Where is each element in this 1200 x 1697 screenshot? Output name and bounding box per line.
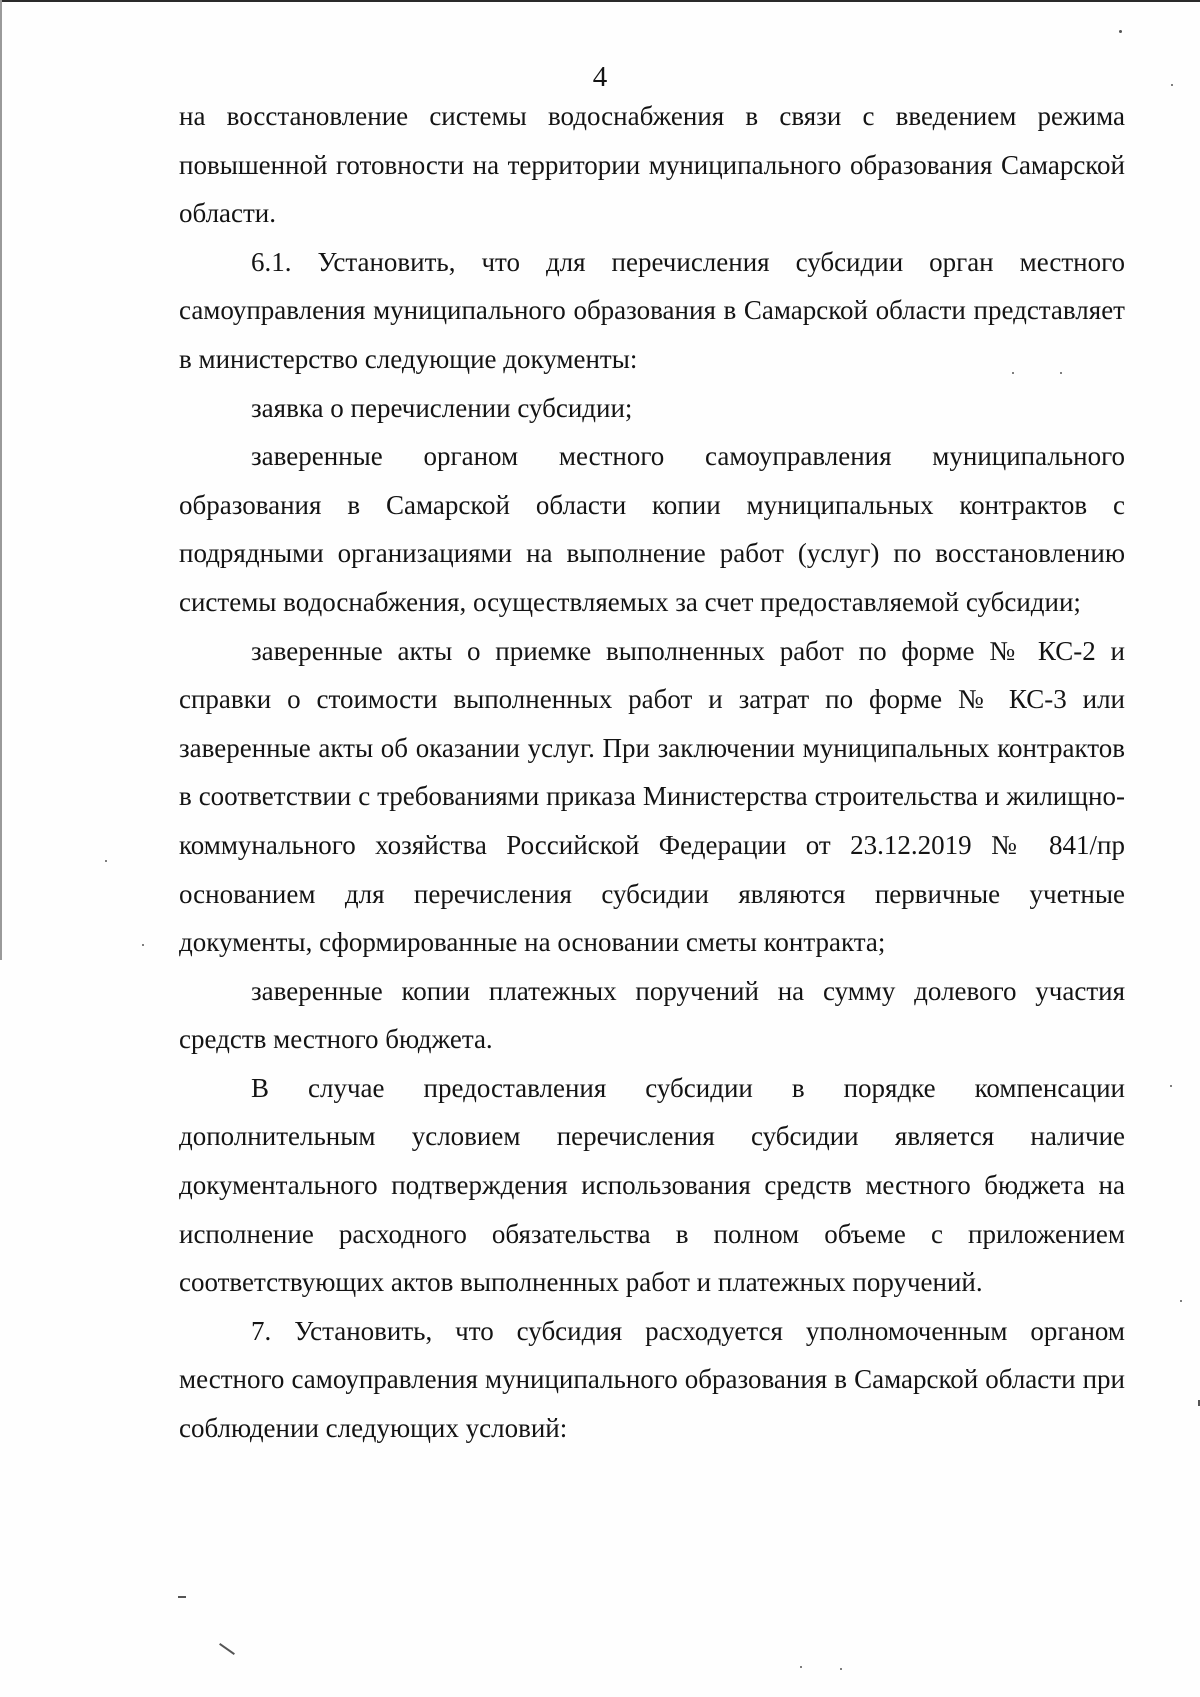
scan-speck <box>1180 1300 1182 1302</box>
list-item-contracts: заверенные органом местного самоуправления муниципального образования в Самарской области копии муниципальных контрактов с подрядными организациями на выполнение работ (услуг) по восстановлению системы водоснабжения, осуществляемых за счет предоставляемой субсидии; <box>179 441 1125 617</box>
scan-speck <box>1119 30 1122 33</box>
paragraph-7: 7. Установить, что субсидия расходуется уполномоченным органом местного самоуправления муниципального образования в Самарской области при соблюдении следующих условий: <box>179 1315 1125 1444</box>
page-number: 4 <box>592 61 608 93</box>
scan-speck <box>1170 1085 1172 1087</box>
scan-speck <box>1060 372 1062 374</box>
document-body <box>179 92 1125 1453</box>
scan-speck <box>142 944 144 946</box>
scan-speck <box>219 1643 235 1655</box>
scan-left-border <box>0 0 2 960</box>
scan-speck <box>105 860 107 862</box>
list-item-acts: заверенные акты о приемке выполненных работ по форме № КС-2 и справки о стоимости выполненных работ и затрат по форме № КС-3 или заверенные акты об оказании услуг. При заключении муниципальных контрактов в соответствии с требованиями приказа Министерства строительства и жилищно-коммунального хозяйства Российской Федерации от 23.12.2019 № 841/пр основанием для перечисления субсидии являются первичные учетные документы, сформированные на основании сметы контракта; <box>179 635 1125 958</box>
scan-speck <box>1171 84 1173 86</box>
list-item-application: заявка о перечислении субсидии; <box>251 392 633 423</box>
paragraph-6-1: 6.1. Установить, что для перечисления субсидии орган местного самоуправления муниципального образования в Самарской области представляет в министерство следующие документы: <box>179 246 1125 374</box>
scan-speck <box>840 1668 842 1670</box>
scan-speck <box>800 1666 802 1668</box>
scan-top-border <box>0 0 1200 2</box>
paragraph-continuation: на восстановление системы водоснабжения в связи с введением режима повышенной готовности на территории муниципального образования Самарской области. <box>179 101 1125 229</box>
paragraph-compensation: В случае предоставления субсидии в порядке компенсации дополнительным условием перечисления субсидии является наличие документального подтверждения использования средств местного бюджета на исполнение расходного обязательства в полном объеме с приложением соответствующих актов выполненных работ и платежных поручений. <box>179 1072 1125 1298</box>
scan-speck <box>178 1596 186 1598</box>
scan-speck <box>1012 372 1014 374</box>
list-item-payment-orders: заверенные копии платежных поручений на сумму долевого участия средств местного бюджета. <box>179 975 1125 1055</box>
